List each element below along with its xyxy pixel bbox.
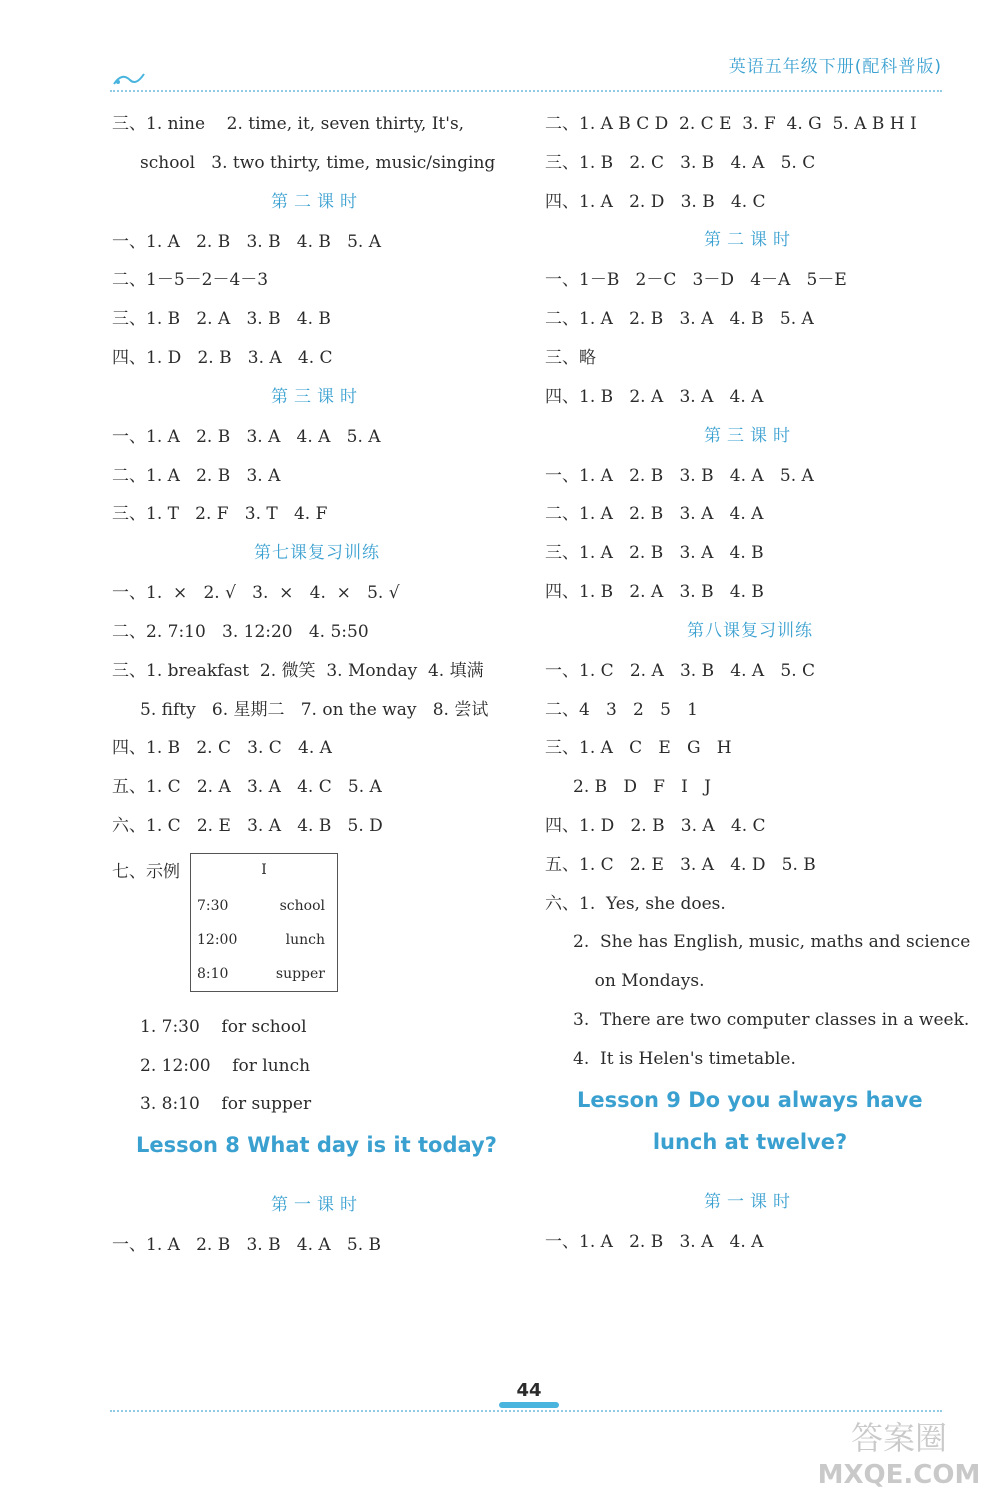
watermark-logo [807, 1415, 992, 1490]
answer-line: on Mondays. [573, 971, 705, 992]
review-heading: 第七课复习训练 [254, 543, 380, 564]
answer-line: 一、1. A 2. B 3. A 4. A 5. A [112, 426, 381, 447]
right-column [545, 112, 971, 1268]
answer-line: 四、1. B 2. A 3. A 4. A [545, 386, 764, 407]
answer-line: 一、1. A 2. B 3. B 4. A 5. B [112, 1235, 381, 1256]
lesson-title: Lesson 8 What day is it today? [136, 1133, 497, 1158]
answer-line: 二、1. A 2. B 3. A 4. B 5. A [545, 309, 814, 330]
section-heading: 第二课时 [271, 191, 363, 212]
watermark-top: 答案圈 [850, 1419, 948, 1457]
answer-line: 五、1. C 2. E 3. A 4. D 5. B [545, 854, 816, 875]
answer-line: 三、1. A C E G H [545, 738, 732, 759]
answer-line: 一、1. A 2. B 3. B 4. B 5. A [112, 231, 381, 252]
answer-line: 六、1. C 2. E 3. A 4. B 5. D [112, 815, 383, 836]
page-number-text: 44 [516, 1380, 542, 1401]
section-heading: 第一课时 [271, 1195, 363, 1216]
answer-line: 三、1. B 2. A 3. B 4. B [112, 309, 331, 330]
answer-line: 二、1. A 2. B 3. A 4. A [545, 504, 764, 525]
lesson-title-cont: lunch at twelve? [652, 1129, 848, 1154]
page-number-bar [499, 1402, 559, 1408]
answer-line: 2. B D F I J [573, 777, 711, 798]
answer-line: 二、1. A B C D 2. C E 3. F 4. G 5. A B H I [545, 114, 917, 134]
answer-line: 1. 7:30 for school [140, 1016, 307, 1037]
answer-line: 二、4 3 2 5 1 [545, 699, 698, 720]
section-heading: 第三课时 [704, 425, 796, 446]
review-heading: 第八课复习训练 [687, 620, 813, 641]
lesson-title: Lesson 9 Do you always have [577, 1087, 923, 1112]
answer-line: 一、1. C 2. A 3. B 4. A 5. C [545, 660, 816, 681]
timetable-time: 7:30 [197, 897, 229, 914]
footer-divider [110, 1410, 942, 1412]
answer-line: 三、1. A 2. B 3. A 4. B [545, 543, 764, 564]
timetable-activity: supper [275, 965, 325, 982]
answer-line: 五、1. C 2. A 3. A 4. C 5. A [112, 777, 382, 798]
header-title: 英语五年级下册(配科普版) [728, 57, 942, 77]
answer-line: 5. fifty 6. 星期二 7. on the way 8. 尝试 [140, 699, 489, 720]
timetable-box [190, 853, 338, 992]
header-logo-icon [112, 68, 146, 88]
left-column [112, 112, 522, 1272]
answer-line: 六、1. Yes, she does. [545, 893, 726, 914]
answer-line: 2. She has English, music, maths and science [573, 932, 971, 953]
answer-line: 一、1. × 2. √ 3. × 4. × 5. √ [112, 583, 400, 604]
answer-line: 二、1. A 2. B 3. A [112, 465, 281, 486]
answer-line: 一、1. A 2. B 3. B 4. A 5. A [545, 465, 814, 486]
example-label: 七、示例 [112, 861, 180, 882]
answer-line: 三、1. B 2. C 3. B 4. A 5. C [545, 152, 816, 173]
page-number [497, 1380, 561, 1408]
answer-line: 四、1. B 2. A 3. B 4. B [545, 581, 764, 602]
answer-line: 三、1. nine 2. time, it, seven thirty, It's, [112, 114, 465, 134]
timetable-activity: school [279, 897, 325, 914]
answer-line: 3. There are two computer classes in a week. [573, 1009, 970, 1030]
answer-line: 一、1－B 2－C 3－D 4－A 5－E [545, 270, 847, 291]
timetable-time: 8:10 [197, 965, 229, 982]
answer-line: 四、1. B 2. C 3. C 4. A [112, 738, 332, 759]
answer-line: 二、1－5－2－4－3 [112, 270, 269, 291]
timetable-header: I [261, 861, 267, 878]
answer-line: 2. 12:00 for lunch [140, 1055, 311, 1076]
section-heading: 第一课时 [704, 1191, 796, 1212]
timetable-activity: lunch [285, 931, 325, 948]
answer-line: 4. It is Helen's timetable. [573, 1048, 796, 1069]
example-table [112, 853, 522, 1015]
answer-line: 三、1. T 2. F 3. T 4. F [112, 504, 328, 525]
answer-line: 三、略 [545, 347, 596, 368]
header-divider [110, 90, 942, 92]
answer-line: 四、1. A 2. D 3. B 4. C [545, 191, 766, 212]
answer-line: school 3. two thirty, time, music/singing [140, 152, 496, 173]
answer-line: 一、1. A 2. B 3. A 4. A [545, 1231, 764, 1252]
watermark-bottom: MXQE.COM [817, 1460, 981, 1490]
answer-line: 二、2. 7:10 3. 12:20 4. 5:50 [112, 621, 369, 642]
section-heading: 第三课时 [271, 386, 363, 407]
section-heading: 第二课时 [704, 230, 796, 251]
answer-line: 3. 8:10 for supper [140, 1094, 312, 1115]
timetable-time: 12:00 [197, 931, 238, 948]
answer-line: 四、1. D 2. B 3. A 4. C [545, 815, 766, 836]
answer-line: 三、1. breakfast 2. 微笑 3. Monday 4. 填满 [112, 660, 484, 681]
answer-line: 四、1. D 2. B 3. A 4. C [112, 347, 333, 368]
